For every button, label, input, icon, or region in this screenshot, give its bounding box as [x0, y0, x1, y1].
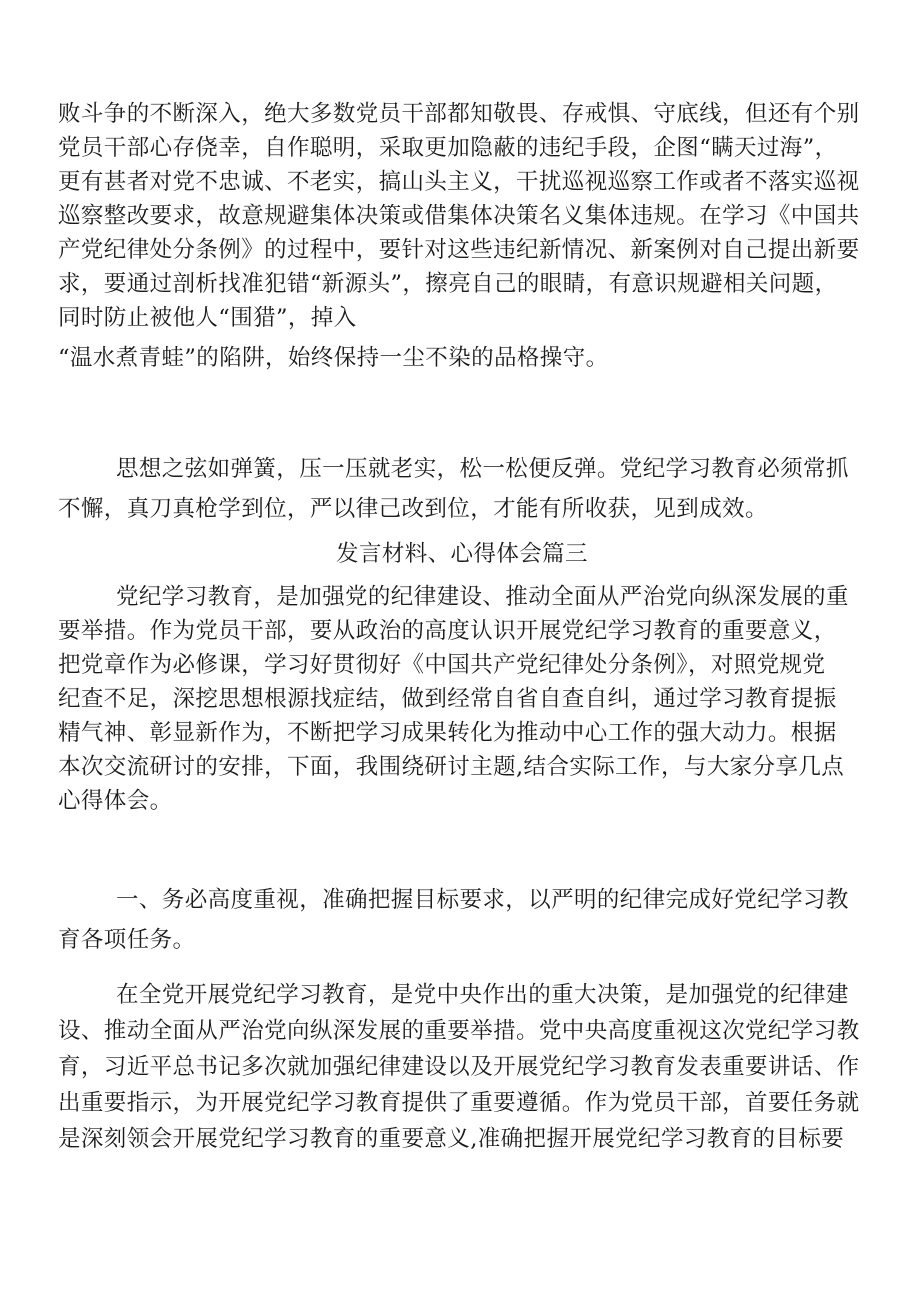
text-line: 把党章作为必修课，学习好贯彻好《中国共产党纪律处分条例》，对照党规党	[58, 652, 826, 678]
text-line: 设、推动全面从严治党向纵深发展的重要举措。党中央高度重视这次党纪学习教	[58, 1018, 860, 1044]
text-line: 党员干部心存侥幸，自作聪明，采取更加隐蔽的违纪手段，企图“瞒天过海”，	[58, 135, 838, 161]
text-line: 产党纪律处分条例》的过程中，要针对这些违纪新情况、新案例对自己提出新要	[58, 237, 860, 263]
text-line: 不懈，真刀真枪学到位，严以律己改到位，才能有所收获，见到成效。	[58, 496, 768, 522]
text-line: 纪查不足，深挖思想根源找症结，做到经常自省自查自纠，通过学习教育提振	[58, 686, 837, 712]
text-line: 败斗争的不断深入，绝大多数党员干部都知敬畏、存戒惧、守底线，但还有个别	[58, 101, 860, 127]
paragraph-continued	[58, 97, 866, 375]
text-line: 思想之弦如弹簧，压一压就老实，松一松便反弹。党纪学习教育必须常抓	[116, 456, 849, 482]
text-line: 党纪学习教育，是加强党的纪律建设、推动全面从严治党向纵深发展的重	[116, 584, 849, 610]
paragraph-intro	[58, 580, 866, 818]
text-line: “温水煮青蛙”的陷阱，始终保持一尘不染的品格操守。	[58, 345, 609, 371]
text-line: 出重要指示，为开展党纪学习教育提供了重要遵循。作为党员干部，首要任务就	[58, 1090, 860, 1116]
text-line: 本次交流研讨的安排，下面，我围绕研讨主题,结合实际工作，与大家分享几点	[58, 754, 845, 780]
paragraph-mind-spring	[58, 452, 866, 526]
text-line: 要举措。作为党员干部，要从政治的高度认识开展党纪学习教育的重要意义，	[58, 618, 837, 644]
text-line: 巡察整改要求，故意规避集体决策或借集体决策名义集体违规。在学习《中国共	[58, 203, 860, 229]
section-heading-block	[58, 537, 866, 571]
text-line: 更有甚者对党不忠诚、不老实，搞山头主义，干扰巡视巡察工作或者不落实巡视	[58, 169, 860, 195]
text-line: 求，要通过剖析找准犯错“新源头”，擦亮自己的眼睛，有意识规避相关问题，	[58, 271, 838, 297]
text-line: 同时防止被他人“围猎”，掉入	[58, 305, 357, 331]
text-line: 在全党开展党纪学习教育，是党中央作出的重大决策，是加强党的纪律建	[116, 982, 849, 1008]
text-line: 育，习近平总书记多次就加强纪律建设以及开展党纪学习教育发表重要讲话、作	[58, 1054, 860, 1080]
text-line: 是深刻领会开展党纪学习教育的重要意义,准确把握开展党纪学习教育的目标要	[58, 1126, 845, 1152]
text-line: 精气神、彰显新作为，不断把学习成果转化为推动中心工作的强大动力。根据	[58, 720, 837, 746]
text-line: 育各项任务。	[58, 927, 196, 953]
paragraph-point-one	[58, 883, 866, 957]
text-line: 一、务必高度重视，准确把握目标要求，以严明的纪律完成好党纪学习教	[116, 887, 849, 913]
text-line: 心得体会。	[58, 788, 173, 814]
paragraph-point-one-body	[58, 978, 866, 1156]
section-heading: 发言材料、心得体会篇三	[336, 541, 588, 567]
